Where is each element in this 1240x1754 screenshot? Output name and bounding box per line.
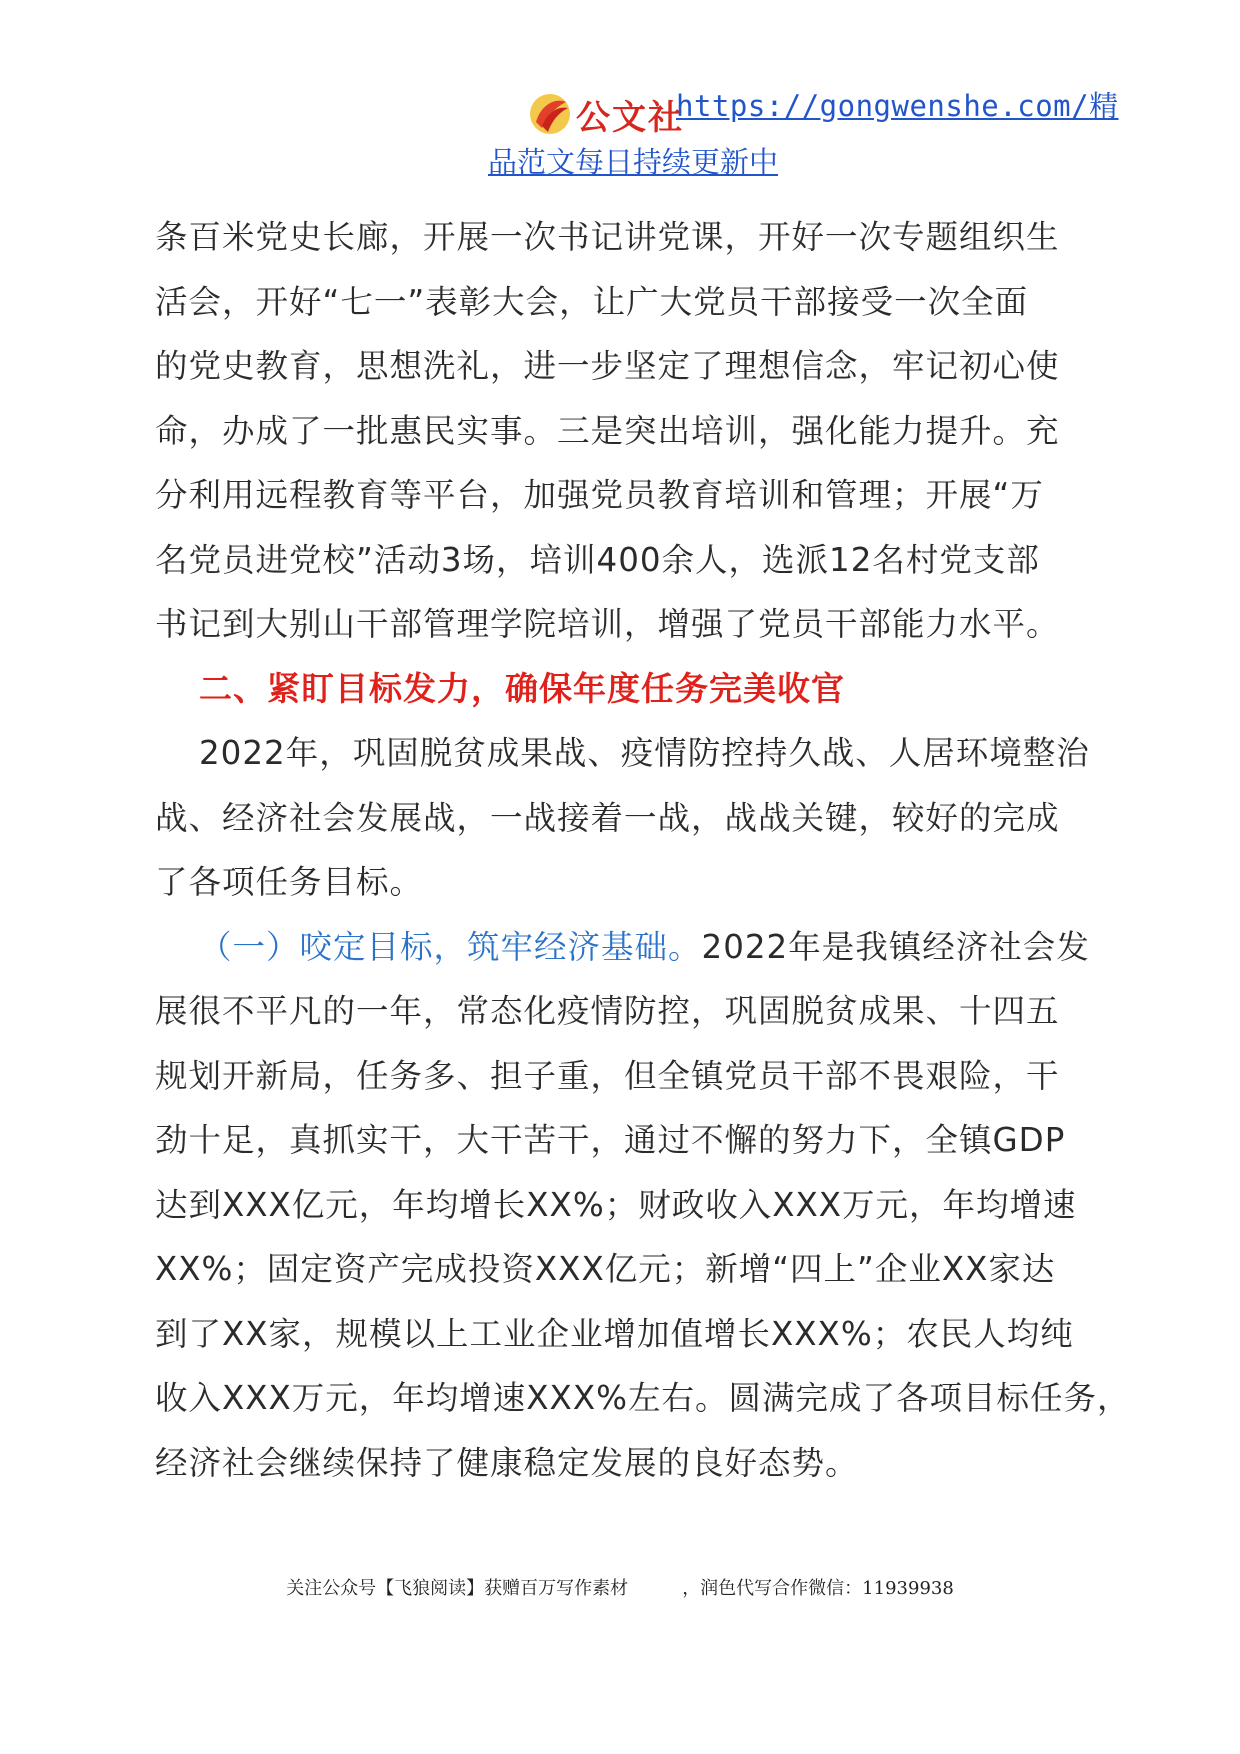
body-line: 书记到大别山干部管理学院培训，增强了党员干部能力水平。 [155,605,1060,643]
body-line: 名党员进党校”活动3场，培训400余人，选派12名村党支部 [155,540,1040,579]
page-header [0,72,1240,182]
section-line: 2022年，巩固脱贫成果战、疫情防控持久战、人居环境整治 [199,734,1090,772]
document-body [155,205,1131,1495]
subsection-line: 规划开新局，任务多、担子重，但全镇党员干部不畏艰险，干 [155,1056,1060,1095]
subsection-first-line-rest: 2022年是我镇经济社会发 [701,927,1090,966]
subsection-line: 经济社会继续保持了健康稳定发展的良好态势。 [155,1443,859,1482]
subsection-line: 劲十足，真抓实干，大干苦干，通过不懈的努力下，全镇GDP [155,1121,1066,1159]
subsection-line: 到了XX家，规模以上工业企业增加值增长XXX%；农民人均纯 [155,1314,1074,1353]
subsection-line: 达到XXX亿元，年均增长XX%；财政收入XXX万元，年均增速 [155,1185,1077,1224]
subsection-heading: （一）咬定目标，筑牢经济基础。 [199,927,702,966]
logo-text: 公文社 [576,98,684,138]
footer-promo-left: 关注公众号【飞狼阅读】获赠百万写作素材 [286,1578,629,1599]
body-line: 条百米党史长廊，开展一次书记讲党课，开好一次专题组织生 [155,218,1060,256]
subsection-line: XX%；固定资产完成投资XXX亿元；新增“四上”企业XX家达 [155,1250,1056,1288]
body-line: 的党史教育，思想洗礼，进一步坚定了理想信念，牢记初心使 [155,347,1060,385]
section-heading: 二、紧盯目标发力，确保年度任务完美收官 [199,668,845,708]
subsection-line: 收入XXX万元，年均增速XXX%左右。圆满完成了各项目标任务， [155,1379,1131,1417]
body-line: 命，办成了一批惠民实事。三是突出培训，强化能力提升。充 [155,411,1060,450]
site-url-link[interactable]: https://gongwenshe.com/精 [676,89,1119,123]
site-tagline-link[interactable]: 品范文每日持续更新中 [487,145,778,179]
subsection-first-line [155,915,1095,980]
footer-promo-right: ，润色代写合作微信：11939938 [682,1578,954,1599]
body-line: 分利用远程教育等平台，加强党员教育培训和管理；开展“万 [155,476,1044,514]
section-line: 了各项任务目标。 [155,863,424,901]
body-line: 活会，开好“七一”表彰大会，让广大党员干部接受一次全面 [155,282,1029,321]
page-footer [0,1574,1240,1600]
logo-emblem-icon [528,92,572,136]
subsection-line: 展很不平凡的一年，常态化疫情防控，巩固脱贫成果、十四五 [155,992,1060,1030]
section-line: 战、经济社会发展战，一战接着一战，战战关键，较好的完成 [155,798,1060,837]
site-logo[interactable] [528,88,684,138]
